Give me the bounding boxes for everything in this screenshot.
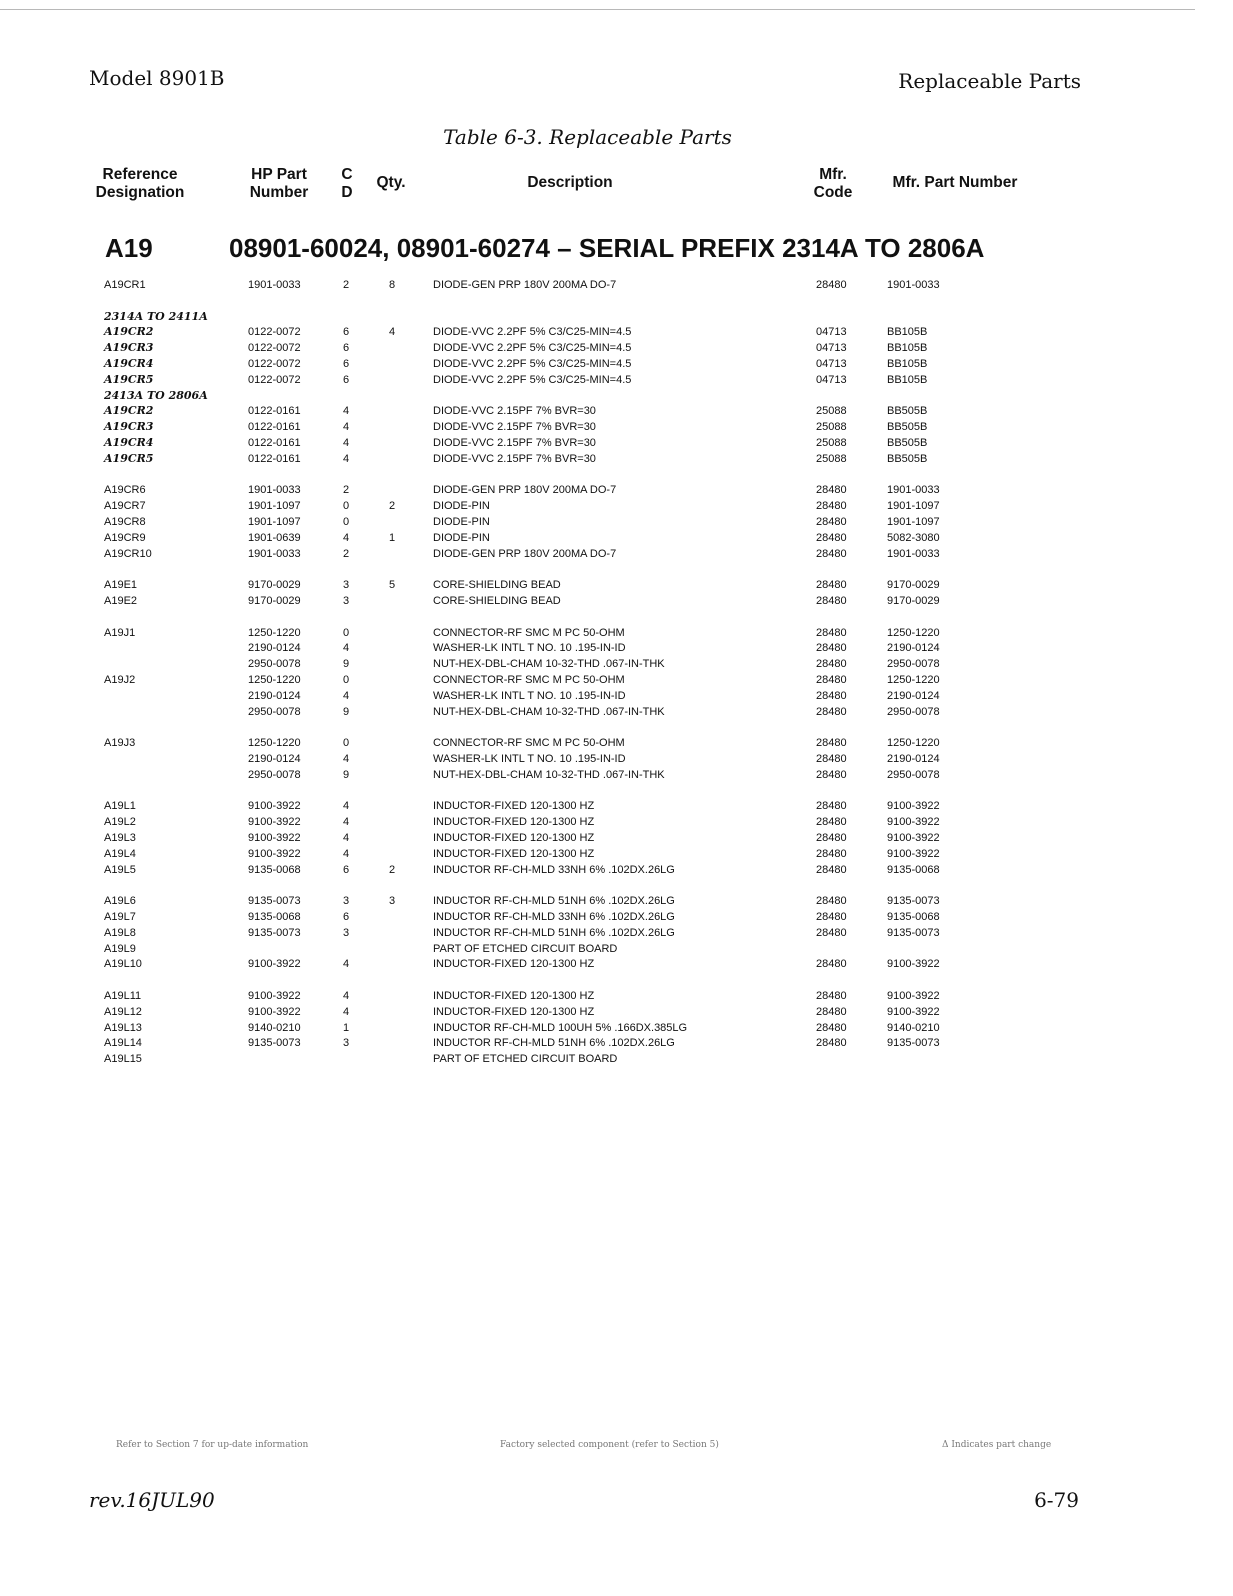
mfr-part-number: BB505B xyxy=(887,437,928,449)
quantity: 2 xyxy=(389,864,396,876)
hp-part-number: 9100-3922 xyxy=(248,848,301,860)
hp-part-number: 2190-0124 xyxy=(248,753,301,765)
mfr-part-number: 9100-3922 xyxy=(887,958,940,970)
section-header: Replaceable Parts xyxy=(898,69,1081,93)
hp-part-number: 9100-3922 xyxy=(248,816,301,828)
part-description: DIODE-PIN xyxy=(433,532,490,544)
part-ref-designation: A19CR9 xyxy=(104,532,146,544)
hp-part-number: 1901-0033 xyxy=(248,279,301,291)
check-digit: 4 xyxy=(343,690,350,702)
hp-part-number: 1901-0639 xyxy=(248,532,301,544)
hp-part-number: 0122-0161 xyxy=(248,405,301,417)
mfr-code: 28480 xyxy=(816,532,847,544)
part-description: WASHER-LK INTL T NO. 10 .195-IN-ID xyxy=(433,753,626,765)
check-digit: 4 xyxy=(343,405,350,417)
mfr-code: 28480 xyxy=(816,753,847,765)
part-description: CONNECTOR-RF SMC M PC 50-OHM xyxy=(433,737,625,749)
part-ref-designation: A19J3 xyxy=(104,737,136,749)
mfr-part-number: 5082-3080 xyxy=(887,532,940,544)
mfr-code: 04713 xyxy=(816,358,847,370)
table-row xyxy=(0,372,1233,388)
hp-part-number: 2950-0078 xyxy=(248,658,301,670)
mfr-code: 28480 xyxy=(816,658,847,670)
check-digit: 0 xyxy=(343,737,350,749)
check-digit: 4 xyxy=(343,753,350,765)
part-ref-designation: A19CR2 xyxy=(104,404,154,417)
part-description: DIODE-VVC 2.15PF 7% BVR=30 xyxy=(433,421,596,433)
part-description: CORE-SHIELDING BEAD xyxy=(433,579,561,591)
check-digit: 4 xyxy=(343,848,350,860)
mfr-part-number: BB505B xyxy=(887,421,928,433)
serial-range-subheading: 2314A TO 2411A xyxy=(104,310,208,323)
part-ref-designation: A19L12 xyxy=(104,1006,142,1018)
part-ref-designation: A19CR4 xyxy=(104,436,154,449)
mfr-code: 28480 xyxy=(816,674,847,686)
part-description: DIODE-VVC 2.2PF 5% C3/C25-MIN=4.5 xyxy=(433,374,632,386)
hp-part-number: 1250-1220 xyxy=(248,627,301,639)
check-digit: 3 xyxy=(343,595,350,607)
page-number: 6-79 xyxy=(1034,1488,1079,1512)
mfr-part-number: 9100-3922 xyxy=(887,832,940,844)
mfr-code: 28480 xyxy=(816,1037,847,1049)
part-description: WASHER-LK INTL T NO. 10 .195-IN-ID xyxy=(433,642,626,654)
check-digit: 4 xyxy=(343,816,350,828)
part-description: INDUCTOR-FIXED 120-1300 HZ xyxy=(433,832,595,844)
table-row xyxy=(0,656,1233,672)
part-ref-designation: A19CR2 xyxy=(104,325,154,338)
check-digit: 4 xyxy=(343,437,350,449)
hp-part-number: 0122-0161 xyxy=(248,453,301,465)
table-row xyxy=(0,909,1233,925)
mfr-code: 28480 xyxy=(816,627,847,639)
hp-part-number: 0122-0072 xyxy=(248,326,301,338)
hp-part-number: 9170-0029 xyxy=(248,579,301,591)
part-ref-designation: A19L5 xyxy=(104,864,136,876)
table-row xyxy=(0,1051,1233,1067)
hp-part-number: 2190-0124 xyxy=(248,642,301,654)
part-description: INDUCTOR-FIXED 120-1300 HZ xyxy=(433,816,595,828)
table-row xyxy=(0,451,1233,467)
part-ref-designation: A19L4 xyxy=(104,848,136,860)
mfr-part-number: 9135-0068 xyxy=(887,864,940,876)
table-row xyxy=(0,1020,1233,1036)
check-digit: 4 xyxy=(343,832,350,844)
hp-part-number: 9100-3922 xyxy=(248,958,301,970)
part-description: INDUCTOR RF-CH-MLD 51NH 6% .102DX.26LG xyxy=(433,895,675,907)
hp-part-number: 0122-0072 xyxy=(248,342,301,354)
mfr-part-number: BB105B xyxy=(887,326,928,338)
mfr-part-number: 1901-0033 xyxy=(887,279,940,291)
mfr-code: 28480 xyxy=(816,690,847,702)
mfr-part-number: 2190-0124 xyxy=(887,753,940,765)
table-row xyxy=(0,625,1233,641)
hp-part-number: 1250-1220 xyxy=(248,737,301,749)
part-ref-designation: A19L6 xyxy=(104,895,136,907)
table-row xyxy=(0,356,1233,372)
mfr-code: 28480 xyxy=(816,279,847,291)
check-digit: 0 xyxy=(343,500,350,512)
mfr-part-number: 9135-0068 xyxy=(887,911,940,923)
hp-part-number: 0122-0072 xyxy=(248,358,301,370)
check-digit: 9 xyxy=(343,706,350,718)
footnote-factory-selected: Factory selected component (refer to Section 5) xyxy=(500,1440,719,1450)
mfr-part-number: 9100-3922 xyxy=(887,990,940,1002)
part-description: NUT-HEX-DBL-CHAM 10-32-THD .067-IN-THK xyxy=(433,658,665,670)
table-row xyxy=(0,577,1233,593)
check-digit: 4 xyxy=(343,990,350,1002)
part-ref-designation: A19CR3 xyxy=(104,420,154,433)
hp-part-number: 1901-0033 xyxy=(248,548,301,560)
mfr-code: 25088 xyxy=(816,421,847,433)
mfr-part-number: 9100-3922 xyxy=(887,800,940,812)
mfr-part-number: 9100-3922 xyxy=(887,1006,940,1018)
mfr-part-number: 1901-1097 xyxy=(887,500,940,512)
mfr-part-number: 9135-0073 xyxy=(887,895,940,907)
table-row xyxy=(0,925,1233,941)
check-digit: 4 xyxy=(343,532,350,544)
mfr-part-number: 2950-0078 xyxy=(887,658,940,670)
part-ref-designation: A19CR8 xyxy=(104,516,146,528)
check-digit: 1 xyxy=(343,1022,350,1034)
model-header: Model 8901B xyxy=(89,66,225,90)
hp-part-number: 9140-0210 xyxy=(248,1022,301,1034)
hp-part-number: 9135-0068 xyxy=(248,864,301,876)
check-digit: 9 xyxy=(343,769,350,781)
mfr-part-number: 9100-3922 xyxy=(887,816,940,828)
part-description: DIODE-PIN xyxy=(433,516,490,528)
table-row xyxy=(0,277,1233,293)
mfr-part-number: BB505B xyxy=(887,405,928,417)
quantity: 1 xyxy=(389,532,396,544)
column-header-qty: Qty. xyxy=(376,174,406,191)
quantity: 4 xyxy=(389,326,396,338)
serial-range-subheading: 2413A TO 2806A xyxy=(104,389,208,402)
mfr-code: 28480 xyxy=(816,1006,847,1018)
mfr-code: 28480 xyxy=(816,579,847,591)
column-header-cd: C D xyxy=(341,166,353,201)
mfr-code: 28480 xyxy=(816,990,847,1002)
check-digit: 6 xyxy=(343,326,350,338)
quantity: 2 xyxy=(389,500,396,512)
mfr-part-number: 9140-0210 xyxy=(887,1022,940,1034)
mfr-code: 04713 xyxy=(816,342,847,354)
table-row xyxy=(0,640,1233,656)
part-ref-designation: A19J1 xyxy=(104,627,136,639)
hp-part-number: 9135-0073 xyxy=(248,895,301,907)
hp-part-number: 2950-0078 xyxy=(248,769,301,781)
table-row xyxy=(0,688,1233,704)
part-ref-designation: A19CR4 xyxy=(104,357,154,370)
part-ref-designation: A19L9 xyxy=(104,943,136,955)
mfr-part-number: 9100-3922 xyxy=(887,848,940,860)
mfr-code: 28480 xyxy=(816,642,847,654)
mfr-code: 28480 xyxy=(816,595,847,607)
part-description: DIODE-GEN PRP 180V 200MA DO-7 xyxy=(433,484,617,496)
part-description: PART OF ETCHED CIRCUIT BOARD xyxy=(433,1053,618,1065)
hp-part-number: 9100-3922 xyxy=(248,1006,301,1018)
mfr-code: 28480 xyxy=(816,800,847,812)
assembly-title: 08901-60024, 08901-60274 – SERIAL PREFIX 2314A TO 2806A xyxy=(229,233,985,263)
hp-part-number: 1901-1097 xyxy=(248,500,301,512)
part-description: DIODE-VVC 2.15PF 7% BVR=30 xyxy=(433,453,596,465)
part-ref-designation: A19L8 xyxy=(104,927,136,939)
mfr-part-number: 9170-0029 xyxy=(887,595,940,607)
table-row xyxy=(0,956,1233,972)
part-description: NUT-HEX-DBL-CHAM 10-32-THD .067-IN-THK xyxy=(433,769,665,781)
hp-part-number: 0122-0072 xyxy=(248,374,301,386)
table-row xyxy=(0,941,1233,957)
check-digit: 3 xyxy=(343,927,350,939)
check-digit: 0 xyxy=(343,627,350,639)
mfr-code: 28480 xyxy=(816,832,847,844)
part-description: INDUCTOR RF-CH-MLD 33NH 6% .102DX.26LG xyxy=(433,864,675,876)
table-row xyxy=(0,988,1233,1004)
table-row xyxy=(0,419,1233,435)
hp-part-number: 0122-0161 xyxy=(248,437,301,449)
mfr-part-number: 9135-0073 xyxy=(887,1037,940,1049)
part-ref-designation: A19CR1 xyxy=(104,279,146,291)
mfr-part-number: 2190-0124 xyxy=(887,642,940,654)
table-row xyxy=(0,814,1233,830)
assembly-ref: A19 xyxy=(105,233,153,263)
table-row xyxy=(0,704,1233,720)
mfr-code: 25088 xyxy=(816,437,847,449)
mfr-part-number: 1250-1220 xyxy=(887,674,940,686)
mfr-code: 28480 xyxy=(816,848,847,860)
column-header-mfr-part-number: Mfr. Part Number xyxy=(892,174,1018,191)
mfr-code: 28480 xyxy=(816,737,847,749)
table-row xyxy=(0,1035,1233,1051)
check-digit: 0 xyxy=(343,674,350,686)
table-row xyxy=(0,403,1233,419)
mfr-part-number: 9170-0029 xyxy=(887,579,940,591)
part-ref-designation: A19E1 xyxy=(104,579,138,591)
table-row xyxy=(0,324,1233,340)
check-digit: 6 xyxy=(343,342,350,354)
mfr-code: 28480 xyxy=(816,816,847,828)
mfr-part-number: 2950-0078 xyxy=(887,706,940,718)
part-description: NUT-HEX-DBL-CHAM 10-32-THD .067-IN-THK xyxy=(433,706,665,718)
mfr-part-number: 9135-0073 xyxy=(887,927,940,939)
part-ref-designation: A19CR10 xyxy=(104,548,152,560)
part-ref-designation: A19L7 xyxy=(104,911,136,923)
check-digit: 2 xyxy=(343,279,350,291)
check-digit: 2 xyxy=(343,548,350,560)
check-digit: 6 xyxy=(343,911,350,923)
part-description: INDUCTOR RF-CH-MLD 51NH 6% .102DX.26LG xyxy=(433,927,675,939)
check-digit: 0 xyxy=(343,516,350,528)
hp-part-number: 1901-0033 xyxy=(248,484,301,496)
table-row xyxy=(0,1004,1233,1020)
part-description: INDUCTOR RF-CH-MLD 100UH 5% .166DX.385LG xyxy=(433,1022,688,1034)
part-ref-designation: A19L1 xyxy=(104,800,136,812)
part-description: DIODE-VVC 2.2PF 5% C3/C25-MIN=4.5 xyxy=(433,342,632,354)
mfr-part-number: 1901-1097 xyxy=(887,516,940,528)
part-ref-designation: A19L15 xyxy=(104,1053,142,1065)
table-row xyxy=(0,340,1233,356)
hp-part-number: 2950-0078 xyxy=(248,706,301,718)
mfr-part-number: BB105B xyxy=(887,358,928,370)
mfr-part-number: BB105B xyxy=(887,374,928,386)
mfr-code: 28480 xyxy=(816,927,847,939)
hp-part-number: 9135-0073 xyxy=(248,927,301,939)
part-ref-designation: A19L10 xyxy=(104,958,142,970)
part-ref-designation: A19CR5 xyxy=(104,452,154,465)
quantity: 8 xyxy=(389,279,396,291)
part-ref-designation: A19L14 xyxy=(104,1037,142,1049)
hp-part-number: 9135-0068 xyxy=(248,911,301,923)
part-description: INDUCTOR-FIXED 120-1300 HZ xyxy=(433,990,595,1002)
part-ref-designation: A19E2 xyxy=(104,595,138,607)
part-description: INDUCTOR-FIXED 120-1300 HZ xyxy=(433,848,595,860)
table-row xyxy=(0,862,1233,878)
mfr-part-number: 1250-1220 xyxy=(887,627,940,639)
mfr-code: 04713 xyxy=(816,326,847,338)
part-description: INDUCTOR-FIXED 120-1300 HZ xyxy=(433,800,595,812)
check-digit: 3 xyxy=(343,1037,350,1049)
mfr-part-number: 2190-0124 xyxy=(887,690,940,702)
table-row xyxy=(0,530,1233,546)
hp-part-number: 1901-1097 xyxy=(248,516,301,528)
column-header-hp-part: HP Part Number xyxy=(249,166,309,201)
mfr-code: 28480 xyxy=(816,864,847,876)
check-digit: 4 xyxy=(343,958,350,970)
mfr-code: 28480 xyxy=(816,706,847,718)
hp-part-number: 2190-0124 xyxy=(248,690,301,702)
quantity: 3 xyxy=(389,895,396,907)
mfr-part-number: BB105B xyxy=(887,342,928,354)
part-description: DIODE-GEN PRP 180V 200MA DO-7 xyxy=(433,279,617,291)
table-row xyxy=(0,735,1233,751)
part-description: INDUCTOR RF-CH-MLD 33NH 6% .102DX.26LG xyxy=(433,911,675,923)
check-digit: 4 xyxy=(343,800,350,812)
table-title: Table 6-3. Replaceable Parts xyxy=(443,125,732,149)
hp-part-number: 0122-0161 xyxy=(248,421,301,433)
check-digit: 6 xyxy=(343,864,350,876)
part-description: PART OF ETCHED CIRCUIT BOARD xyxy=(433,943,618,955)
mfr-code: 25088 xyxy=(816,453,847,465)
check-digit: 4 xyxy=(343,1006,350,1018)
hp-part-number: 9135-0073 xyxy=(248,1037,301,1049)
check-digit: 4 xyxy=(343,421,350,433)
mfr-code: 28480 xyxy=(816,516,847,528)
part-description: CONNECTOR-RF SMC M PC 50-OHM xyxy=(433,674,625,686)
check-digit: 4 xyxy=(343,642,350,654)
quantity: 5 xyxy=(389,579,396,591)
table-row xyxy=(0,672,1233,688)
part-ref-designation: A19L11 xyxy=(104,990,142,1002)
hp-part-number: 9170-0029 xyxy=(248,595,301,607)
check-digit: 2 xyxy=(343,484,350,496)
table-row xyxy=(0,514,1233,530)
part-description: CONNECTOR-RF SMC M PC 50-OHM xyxy=(433,627,625,639)
part-description: DIODE-VVC 2.2PF 5% C3/C25-MIN=4.5 xyxy=(433,358,632,370)
part-ref-designation: A19CR6 xyxy=(104,484,146,496)
part-description: INDUCTOR RF-CH-MLD 51NH 6% .102DX.26LG xyxy=(433,1037,675,1049)
table-row xyxy=(0,498,1233,514)
footnote-part-change: Δ Indicates part change xyxy=(942,1440,1052,1450)
part-description: DIODE-PIN xyxy=(433,500,490,512)
part-description: CORE-SHIELDING BEAD xyxy=(433,595,561,607)
mfr-code: 28480 xyxy=(816,911,847,923)
mfr-code: 28480 xyxy=(816,958,847,970)
column-header-mfr-code: Mfr. Code xyxy=(813,166,853,201)
check-digit: 3 xyxy=(343,579,350,591)
hp-part-number: 9100-3922 xyxy=(248,800,301,812)
table-row xyxy=(0,482,1233,498)
part-ref-designation: A19L3 xyxy=(104,832,136,844)
mfr-code: 04713 xyxy=(816,374,847,386)
mfr-part-number: 1250-1220 xyxy=(887,737,940,749)
part-description: DIODE-VVC 2.15PF 7% BVR=30 xyxy=(433,437,596,449)
check-digit: 4 xyxy=(343,453,350,465)
mfr-code: 28480 xyxy=(816,1022,847,1034)
table-row xyxy=(0,830,1233,846)
table-row xyxy=(0,767,1233,783)
part-ref-designation: A19CR3 xyxy=(104,341,154,354)
column-header-reference: Reference Designation xyxy=(95,166,185,201)
table-row xyxy=(0,546,1233,562)
hp-part-number: 9100-3922 xyxy=(248,832,301,844)
hp-part-number: 1250-1220 xyxy=(248,674,301,686)
table-row xyxy=(0,751,1233,767)
mfr-code: 25088 xyxy=(816,405,847,417)
mfr-part-number: 2950-0078 xyxy=(887,769,940,781)
check-digit: 6 xyxy=(343,374,350,386)
mfr-part-number: 1901-0033 xyxy=(887,484,940,496)
part-description: DIODE-GEN PRP 180V 200MA DO-7 xyxy=(433,548,617,560)
part-description: DIODE-VVC 2.2PF 5% C3/C25-MIN=4.5 xyxy=(433,326,632,338)
mfr-code: 28480 xyxy=(816,548,847,560)
check-digit: 9 xyxy=(343,658,350,670)
check-digit: 6 xyxy=(343,358,350,370)
mfr-code: 28480 xyxy=(816,500,847,512)
part-description: INDUCTOR-FIXED 120-1300 HZ xyxy=(433,958,595,970)
mfr-code: 28480 xyxy=(816,895,847,907)
page-top-rule xyxy=(0,9,1195,10)
table-row xyxy=(0,593,1233,609)
footnote-update-info: Refer to Section 7 for up-date information xyxy=(116,1440,309,1450)
mfr-code: 28480 xyxy=(816,769,847,781)
part-description: INDUCTOR-FIXED 120-1300 HZ xyxy=(433,1006,595,1018)
table-row xyxy=(0,846,1233,862)
part-ref-designation: A19J2 xyxy=(104,674,136,686)
table-row xyxy=(0,893,1233,909)
part-description: WASHER-LK INTL T NO. 10 .195-IN-ID xyxy=(433,690,626,702)
mfr-code: 28480 xyxy=(816,484,847,496)
part-description: DIODE-VVC 2.15PF 7% BVR=30 xyxy=(433,405,596,417)
revision-date: rev.16JUL90 xyxy=(89,1488,215,1512)
column-header-description: Description xyxy=(527,174,613,191)
check-digit: 3 xyxy=(343,895,350,907)
part-ref-designation: A19L2 xyxy=(104,816,136,828)
part-ref-designation: A19CR7 xyxy=(104,500,146,512)
table-row xyxy=(0,798,1233,814)
part-ref-designation: A19CR5 xyxy=(104,373,154,386)
table-row xyxy=(0,435,1233,451)
part-ref-designation: A19L13 xyxy=(104,1022,142,1034)
mfr-part-number: BB505B xyxy=(887,453,928,465)
hp-part-number: 9100-3922 xyxy=(248,990,301,1002)
mfr-part-number: 1901-0033 xyxy=(887,548,940,560)
